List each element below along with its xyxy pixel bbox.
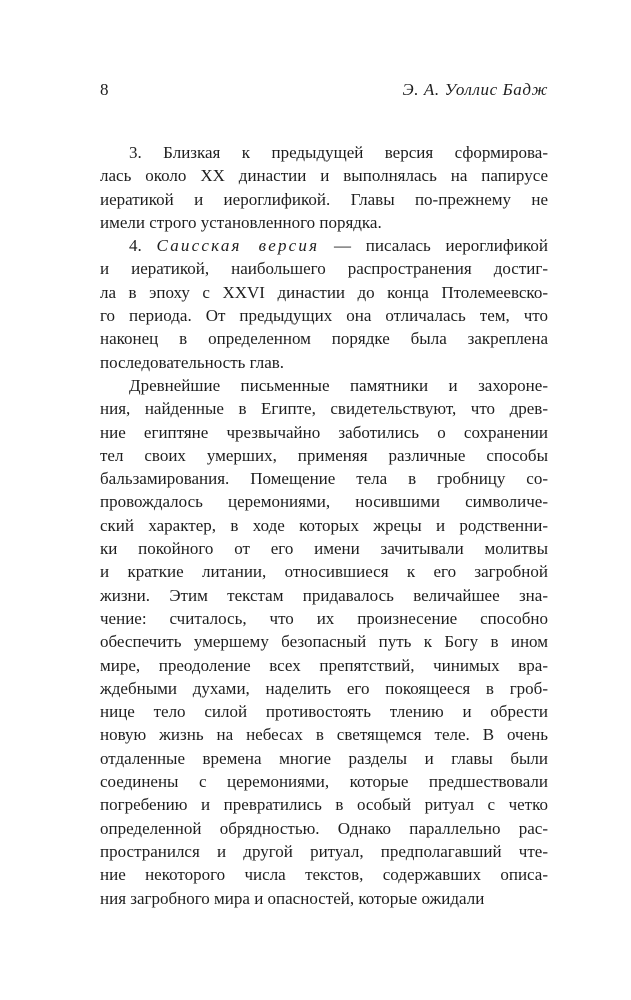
text-line: ский характер, в ходе которых жрецы и родственни-	[100, 515, 548, 535]
text-line: отдаленные времена многие разделы и главы были	[100, 748, 548, 768]
text-line: 3. Близкая к предыдущей версия сформирова-	[129, 143, 548, 162]
text-line: го периода. От предыдущих она отличалась тем, что	[100, 306, 548, 326]
text-line: иератикой и иероглификой. Главы по-прежнему не	[100, 189, 548, 209]
running-title: Э. А. Уоллис Бадж	[402, 80, 548, 99]
text-line: жизни. Этим текстам придавалось величайшее зна-	[100, 585, 548, 605]
text-line: чение: считалось, что их произнесение способно	[100, 608, 548, 628]
page-header	[100, 80, 548, 100]
text-line: ние египтяне чрезвычайно заботились о сохранении	[100, 422, 548, 442]
text-line: провождалось церемониями, носившими символиче-	[100, 492, 548, 512]
text-line: пространился и другой ритуал, предполагавший чте-	[100, 841, 548, 861]
text-line: имели строго установленного порядка.	[100, 212, 382, 232]
text-line: лась около XX династии и выполнялась на папирусе	[100, 166, 548, 186]
text-line: обеспечить умершему безопасный путь к Богу в ином	[100, 632, 548, 652]
paragraph	[100, 234, 548, 374]
text-segment: 4.	[129, 236, 157, 256]
text-line: Древнейшие письменные памятники и захороне-	[129, 375, 548, 395]
text-line: бальзамирования. Помещение тела в гробницу со-	[100, 469, 548, 489]
text-line: погребению и превратились в особый ритуал с четко	[100, 795, 548, 815]
text-line	[100, 234, 548, 257]
body-text	[100, 141, 548, 910]
text-line: нице тело силой противостоять тлению и обрести	[100, 702, 548, 722]
text-line: ждебными духами, наделить его покоящееся в гроб-	[100, 678, 548, 698]
text-line: ния, найденные в Египте, свидетельствуют, что древ-	[100, 399, 548, 419]
text-line: определенной обрядностью. Однако параллельно рас-	[100, 818, 548, 838]
text-line: соединены с церемониями, которые предшествовали	[100, 772, 548, 792]
paragraph	[100, 374, 548, 910]
text-line: и иератикой, наибольшего распространения достиг-	[100, 259, 548, 279]
text-line: новую жизнь на небесах в светящемся теле. В очень	[100, 725, 548, 745]
text-line: ния загробного мира и опасностей, которые ожидали	[100, 888, 485, 908]
italic-term: Саисская версия	[156, 236, 320, 256]
page-number: 8	[100, 80, 109, 99]
text-line: тел своих умерших, применяя различные способы	[100, 445, 548, 465]
paragraph	[100, 141, 548, 234]
text-line: последовательность глав.	[100, 352, 285, 372]
text-line: ние некоторого числа текстов, содержавших описа-	[100, 865, 548, 885]
text-segment: — писалась иероглификой	[319, 236, 548, 256]
text-line: ла в эпоху с XXVI династии до конца Птолемеевско-	[100, 282, 548, 302]
text-line: мире, преодоление всех препятствий, чинимых вра-	[100, 655, 548, 675]
text-line: ки покойного от его имени зачитывали молитвы	[100, 539, 548, 559]
text-line: наконец в определенном порядке была закреплена	[100, 329, 548, 349]
text-line: и краткие литании, относившиеся к его загробной	[100, 562, 548, 582]
